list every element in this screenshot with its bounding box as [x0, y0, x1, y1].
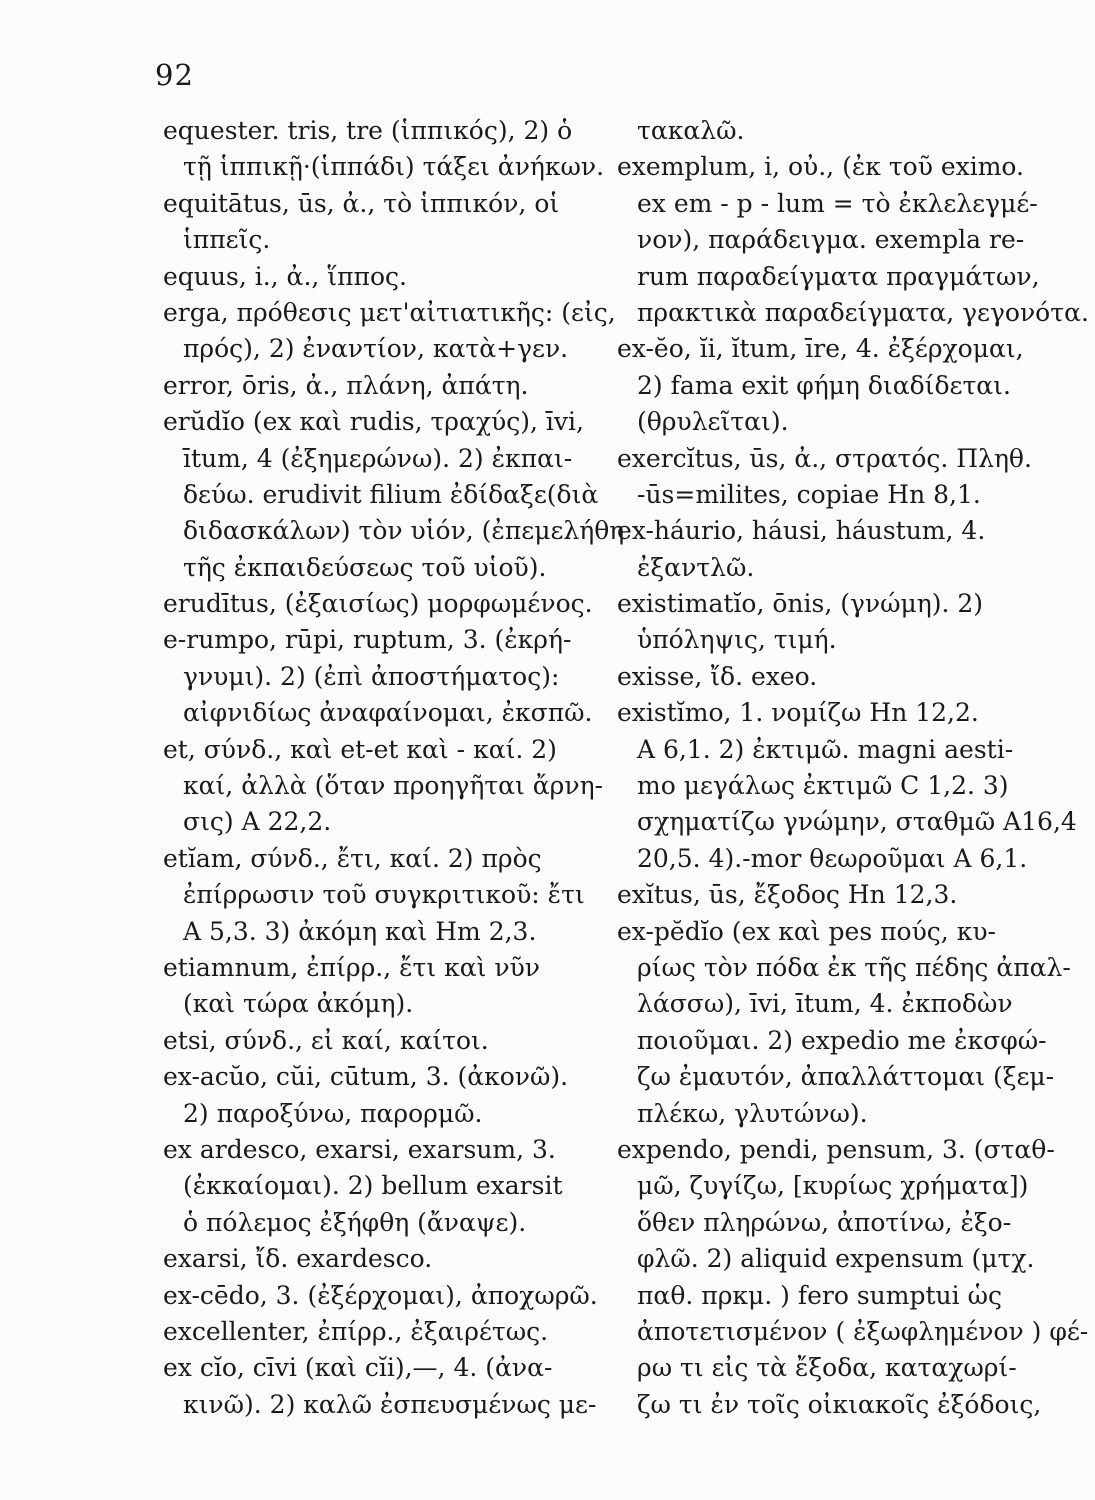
entry-continuation-line: rum παραδείγματα πραγμάτων, [637, 261, 1040, 291]
entry-continuation-line: ītum, 4 (ἐξημερώνω). 2) ἐκπαι- [183, 443, 573, 473]
entry-continuation-line: ὁ πόλεμος ἐξήφθη (ἄναψε). [183, 1207, 527, 1237]
dictionary-entry-line: existĭmo, 1. νομίζω Hn 12,2. [617, 698, 979, 728]
dictionary-entry-line: ex ardesco, exarsi, exarsum, 3. [163, 1134, 556, 1164]
entry-continuation-line: ὅθεν πληρώνω, ἀποτίνω, ἐξο- [637, 1207, 1012, 1237]
entry-continuation-line: A 5,3. 3) ἀκόμη καὶ Hm 2,3. [183, 916, 537, 946]
entry-continuation-line: τῇ ἱππικῇ·(ἱππάδι) τάξει ἀνήκων. [183, 152, 605, 182]
entry-continuation-line: A 6,1. 2) ἐκτιμῶ. magni aesti- [637, 734, 1014, 764]
entry-continuation-line: -ūs=milites, copiae Hn 8,1. [637, 479, 981, 509]
entry-continuation-line: mo μεγάλως ἐκτιμῶ C 1,2. 3) [637, 771, 1009, 801]
dictionary-entry-line: erga, πρόθεσις μετ'αἰτιατικῆς: (εἰς, [163, 297, 616, 327]
entry-continuation-line: ex em - p - lum = τὸ ἐκλελεγμέ- [637, 188, 1038, 218]
entry-continuation-line: ποιοῦμαι. 2) expedio me ἐκσφώ- [637, 1025, 1047, 1055]
dictionary-entry-line: error, ōris, ἀ., πλάνη, ἀπάτη. [163, 370, 529, 400]
dictionary-entry-line: ex-cēdo, 3. (ἐξέρχομαι), ἀποχωρῶ. [163, 1280, 598, 1310]
entry-continuation-line: σις) A 22,2. [183, 807, 332, 837]
entry-continuation-line: ἀποτετισμένον ( ἐξωφλημένον ) φέ- [637, 1316, 1089, 1346]
dictionary-entry-line: ex-pĕdĭo (ex καὶ pes πούς, κυ- [617, 916, 996, 946]
dictionary-entry-line: expendo, pendi, pensum, 3. (σταθ- [617, 1134, 1055, 1164]
dictionary-entry-line: exĭtus, ūs, ἔξοδος Hn 12,3. [617, 880, 958, 910]
dictionary-entry-line: exemplum, i, οὐ., (ἐκ τοῦ eximo. [617, 152, 1024, 182]
entry-continuation-line: νον), παράδειγμα. exempla re- [637, 225, 1025, 255]
entry-continuation-line: πρός), 2) ἐναντίον, κατὰ+γεν. [183, 334, 569, 364]
entry-continuation-line: μῶ, ζυγίζω, [κυρίως χρήματα]) [637, 1171, 1029, 1201]
dictionary-entry-line: ex-háurio, háusi, háustum, 4. [617, 516, 986, 546]
dictionary-entry-line: ex-acŭo, cŭi, cūtum, 3. (ἀκονῶ). [163, 1062, 569, 1092]
dictionary-entry-line: exisse, ἴδ. exeo. [617, 661, 818, 691]
entry-continuation-line: δεύω. erudivit filium ἐδίδαξε(διὰ [183, 479, 599, 509]
entry-continuation-line: ζω ἐμαυτόν, ἀπαλλάττομαι (ξεμ- [637, 1062, 1055, 1092]
dictionary-entry-line: equester. tris, tre (ἱππικός), 2) ὁ [163, 116, 573, 145]
dictionary-entry-line: exarsi, ἴδ. exardesco. [163, 1244, 433, 1274]
entry-continuation-line: τῆς ἐκπαιδεύσεως τοῦ υἱοῦ). [183, 552, 547, 582]
entry-continuation-line: φλῶ. 2) aliquid expensum (μτχ. [637, 1244, 1035, 1274]
entry-continuation-line: καί, ἀλλὰ (ὅταν προηγῆται ἄρνη- [183, 771, 604, 801]
entry-continuation-line: διδασκάλων) τὸν υἱόν, (ἐπεμελήθη [183, 516, 625, 546]
entry-continuation-line: ἐπίρρωσιν τοῦ συγκριτικοῦ: ἔτι [183, 880, 585, 910]
entry-continuation-line: 2) fama exit φήμη διαδίδεται. [637, 370, 1011, 400]
left-column [163, 113, 625, 1423]
dictionary-entry-line: excellenter, ἐπίρρ., ἐξαιρέτως. [163, 1316, 549, 1346]
entry-continuation-line: ἱππεῖς. [183, 225, 271, 255]
entry-continuation-line: ὑπόληψις, τιμή. [637, 625, 837, 655]
page-number: 92 [155, 58, 194, 92]
dictionary-entry-line: ex cĭo, cīvi (καὶ cĭi),—, 4. (ἀνα- [163, 1353, 553, 1383]
entry-continuation-line: λάσσω), īvi, ītum, 4. ἐκποδὼν [637, 989, 1013, 1019]
dictionary-entry-line: erŭdĭo (ex καὶ rudis, τραχύς), īvi, [163, 407, 584, 437]
entry-continuation-line: σχηματίζω γνώμην, σταθμῶ A16,4 [637, 807, 1077, 837]
entry-continuation-line: (καὶ τώρα ἀκόμη). [183, 989, 414, 1019]
entry-continuation-line: ρίως τὸν πόδα ἐκ τῆς πέδης ἀπαλ- [637, 952, 1071, 982]
entry-continuation-line: αἰφνιδίως ἀναφαίνομαι, ἐκσπῶ. [183, 698, 593, 728]
dictionary-entry-line: equus, i., ἀ., ἵππος. [163, 261, 407, 291]
right-column [617, 113, 1089, 1423]
entry-continuation-line: (θρυλεῖται). [637, 407, 789, 437]
dictionary-entry-line: et, σύνδ., καὶ et-et καὶ - καί. 2) [163, 734, 557, 764]
entry-continuation-line: κινῶ). 2) καλῶ ἐσπευσμένως με- [183, 1389, 597, 1419]
dictionary-entry-line: exercĭtus, ūs, ἀ., στρατός. Πληθ. [617, 443, 1032, 473]
dictionary-entry-line: existimatĭo, ōnis, (γνώμη). 2) [617, 589, 984, 619]
entry-continuation-line: (ἐκκαίομαι). 2) bellum exarsit [183, 1171, 563, 1201]
entry-continuation-line: πρακτικὰ παραδείγματα, γεγονότα. [637, 297, 1089, 327]
dictionary-entry-line: ex-ĕo, ĭi, ĭtum, īre, 4. ἐξέρχομαι, [617, 334, 1024, 364]
entry-continuation-line: 2) παροξύνω, παρορμῶ. [183, 1098, 483, 1128]
dictionary-entry-line: e-rumpo, rūpi, ruptum, 3. (ἐκρή- [163, 625, 572, 655]
entry-continuation-line: γνυμι). 2) (ἐπὶ ἀποστήματος): [183, 661, 560, 691]
dictionary-entry-line: etĭam, σύνδ., ἔτι, καί. 2) πρὸς [163, 843, 542, 873]
entry-continuation-line: ρω τι εἰς τὰ ἔξοδα, καταχωρί- [637, 1353, 1017, 1383]
entry-continuation-line: πλέκω, γλυτώνω). [637, 1098, 868, 1128]
dictionary-entry-line: erudītus, (ἐξαισίως) μορφωμένος. [163, 589, 593, 619]
dictionary-entry-line: etsi, σύνδ., εἰ καί, καίτοι. [163, 1025, 489, 1055]
entry-continuation-line: ἐξαντλῶ. [637, 552, 755, 582]
dictionary-entry-line: etiamnum, ἐπίρρ., ἔτι καὶ νῦν [163, 952, 540, 982]
entry-continuation-line: ζω τι ἐν τοῖς οἰκιακοῖς ἐξόδοις, [637, 1389, 1042, 1419]
dictionary-entry-line: equitātus, ūs, ἀ., τὸ ἱππικόν, οἱ [163, 188, 560, 218]
entry-continuation-line: 20,5. 4).-mor θεωροῦμαι A 6,1. [637, 843, 1028, 873]
entry-continuation-line: τακαλῶ. [637, 116, 745, 145]
entry-continuation-line: παθ. πρκμ. ) fero sumptui ὡς [637, 1280, 1002, 1310]
